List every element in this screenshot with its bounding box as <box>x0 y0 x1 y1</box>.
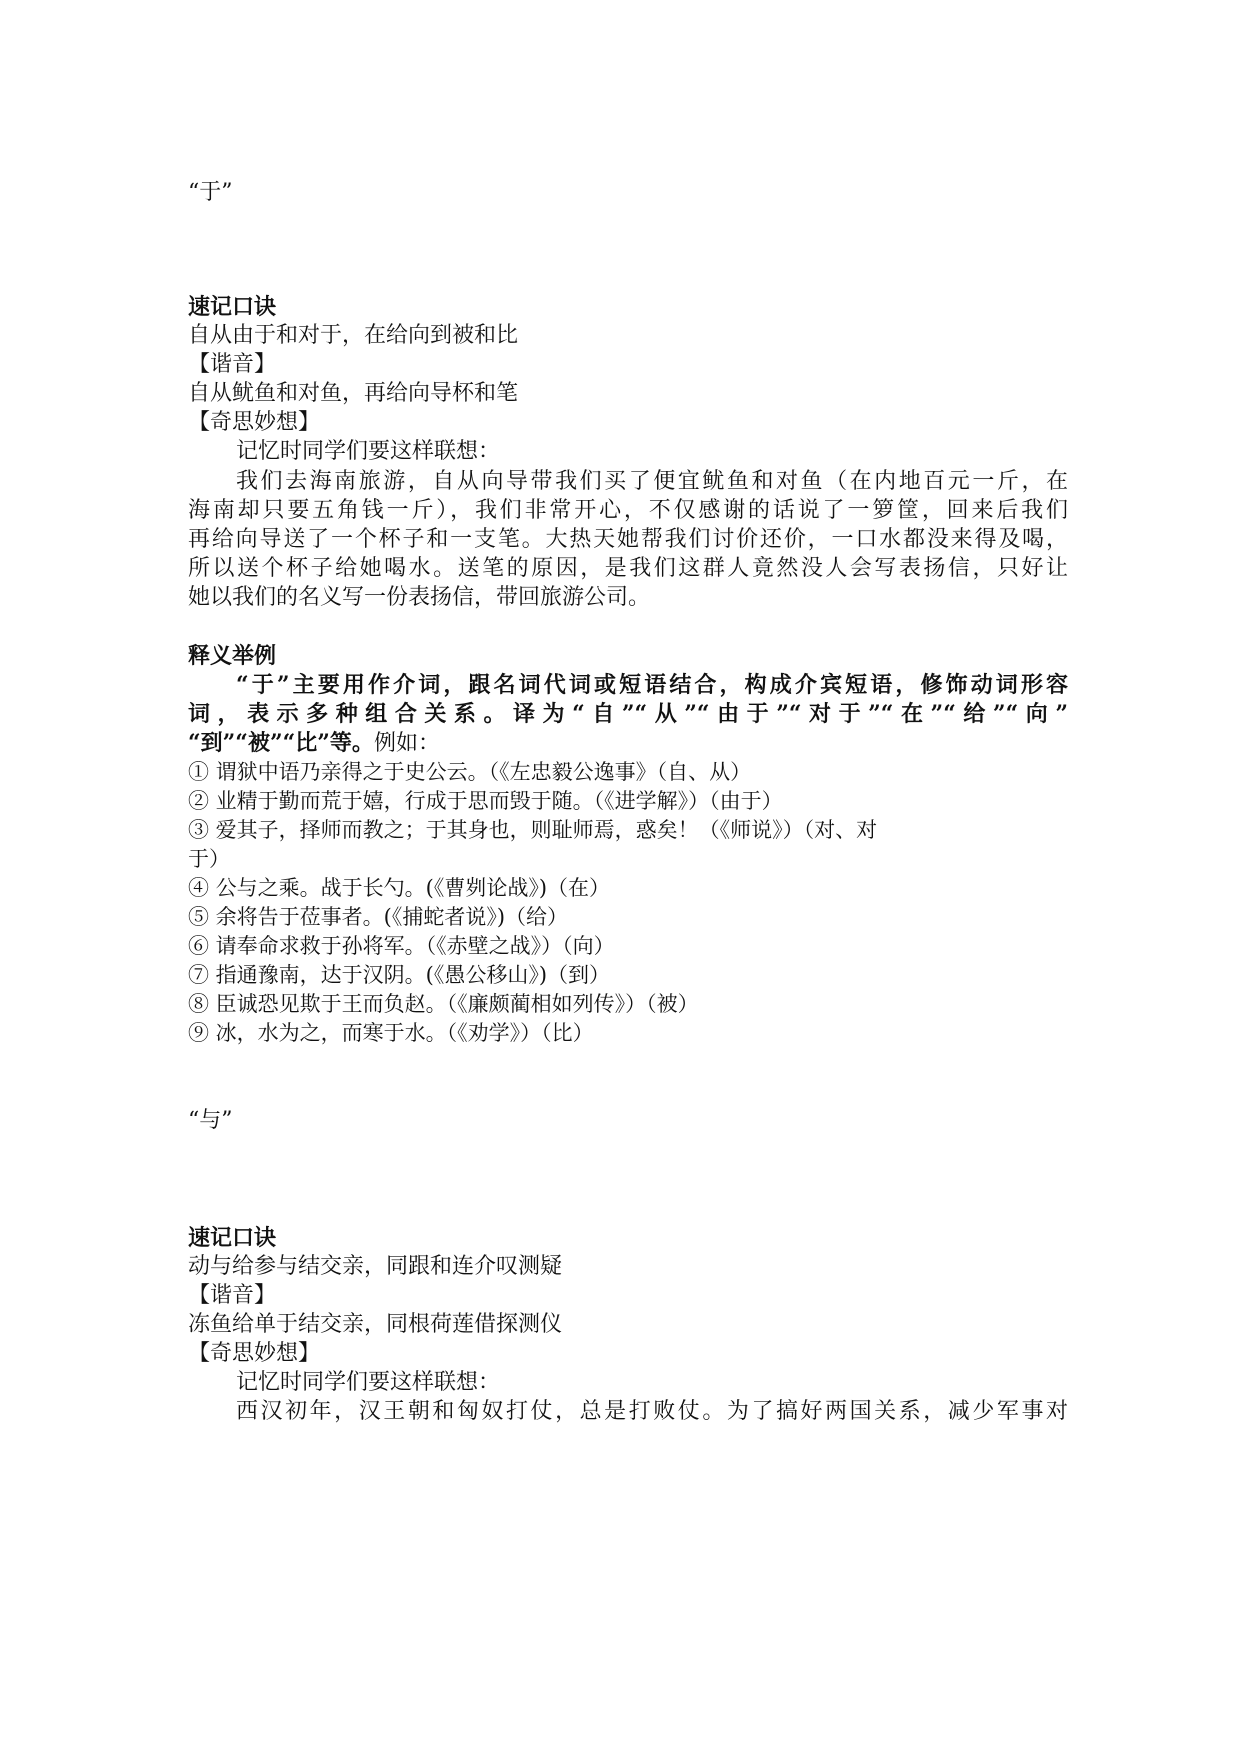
explanation-bold-part: “到”“被”“比”等。 <box>188 730 374 756</box>
story-line: 海南却只要五角钱一斤），我们非常开心，不仅感谢的话说了一箩筐，回来后我们 <box>188 498 1068 523</box>
examples-title: 释义举例 <box>188 643 277 669</box>
story-intro: 记忆时同学们要这样联想： <box>236 1370 501 1395</box>
example-item: ① 谓狱中语乃亲得之于史公云。（《左忠毅公逸事》（自、从） <box>188 760 752 784</box>
homophone-title: 【谐音】 <box>188 1283 277 1308</box>
explanation-line: “于”主要用作介词，跟名词代词或短语结合，构成介宾短语，修饰动词形容 <box>236 672 1068 698</box>
example-item: ② 业精于勤而荒于嬉，行成于思而毁于随。（《进学解》）（由于） <box>188 789 783 813</box>
story-line: 再给向导送了一个杯子和一支笔。大热天她帮我们讨价还价，一口水都没来得及喝， <box>188 527 1068 552</box>
example-item: ⑤ 余将告于莅事者。(《捕蛇者说》)（给） <box>188 905 569 929</box>
homophone-title: 【谐音】 <box>188 352 277 377</box>
example-item: 于） <box>188 847 230 871</box>
mnemonic-text: 自从由于和对于，在给向到被和比 <box>188 323 519 348</box>
imagination-title: 【奇思妙想】 <box>188 410 321 435</box>
example-item: ⑥ 请奉命求救于孙将军。（《赤壁之战》）（向） <box>188 934 615 958</box>
explanation-plain-part: 例如： <box>373 731 440 756</box>
example-item: ④ 公与之乘。战于长勺。(《曹刿论战》)（在） <box>188 876 611 900</box>
story-line: 我们去海南旅游，自从向导带我们买了便宜鱿鱼和对鱼（在内地百元一斤，在 <box>236 469 1068 494</box>
story-line: 西汉初年，汉王朝和匈奴打仗，总是打败仗。为了搞好两国关系，减少军事对 <box>236 1399 1068 1424</box>
section-heading: “与” <box>188 1108 233 1133</box>
mnemonic-title: 速记口诀 <box>188 1225 277 1251</box>
story-line: 她以我们的名义写一份表扬信，带回旅游公司。 <box>188 585 651 610</box>
story-line: 所以送个杯子给她喝水。送笔的原因，是我们这群人竟然没人会写表扬信，只好让 <box>188 556 1068 581</box>
imagination-title: 【奇思妙想】 <box>188 1341 321 1366</box>
example-item: ⑧ 臣诚恐见欺于王而负赵。（《廉颇蔺相如列传》）（被） <box>188 992 699 1016</box>
mnemonic-title: 速记口诀 <box>188 294 277 320</box>
section-heading: “于” <box>188 180 233 205</box>
homophone-text: 冻鱼给单于结交亲，同根荷莲借探测仪 <box>188 1312 563 1337</box>
explanation-line: 词，表示多种组合关系。译为“自”“从”“由于”“对于”“在”“给”“向” <box>188 701 1068 727</box>
example-item: ⑦ 指通豫南，达于汉阴。(《愚公移山》)（到） <box>188 963 611 987</box>
homophone-text: 自从鱿鱼和对鱼，再给向导杯和笔 <box>188 381 519 406</box>
example-item: ③ 爱其子，择师而教之；于其身也，则耻师焉，惑矣！（《师说》）（对、对 <box>188 818 878 842</box>
story-intro: 记忆时同学们要这样联想： <box>236 439 501 464</box>
mnemonic-text: 动与给参与结交亲，同跟和连介叹测疑 <box>188 1254 563 1279</box>
example-item: ⑨ 冰，水为之，而寒于水。（《劝学》）（比） <box>188 1021 594 1045</box>
document-page <box>188 0 1068 1754</box>
